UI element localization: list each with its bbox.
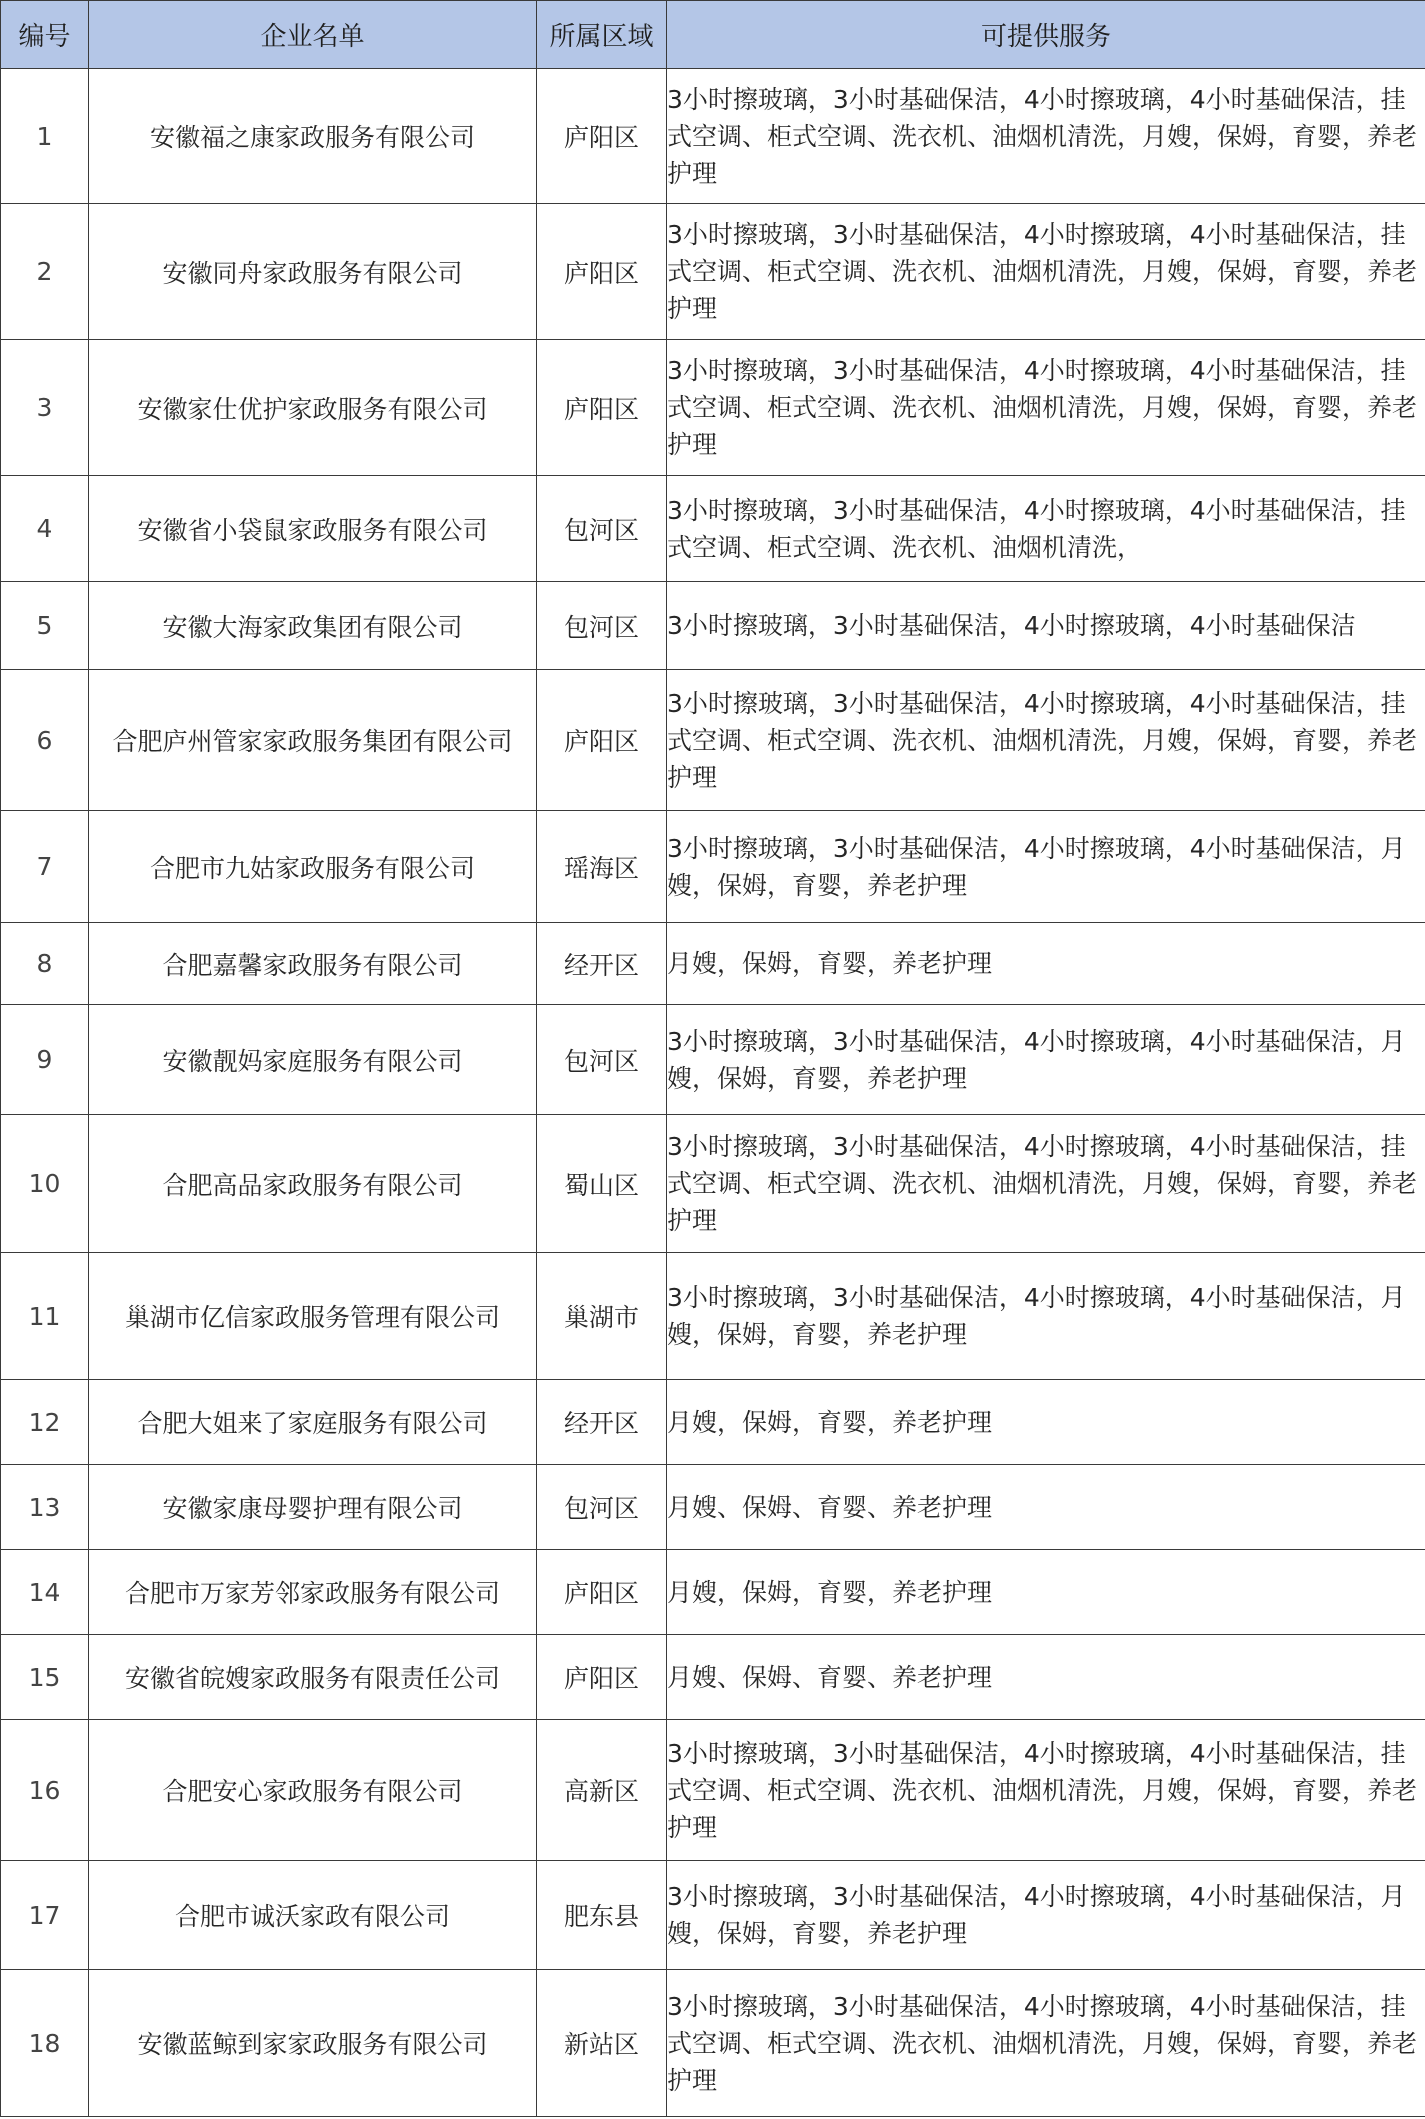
company-name: 巢湖市亿信家政服务管理有限公司 [89,1253,537,1380]
header-services: 可提供服务 [667,1,1425,69]
district: 庐阳区 [537,204,667,340]
district: 高新区 [537,1720,667,1861]
services: 3小时擦玻璃，3小时基础保洁，4小时擦玻璃，4小时基础保洁 [667,582,1425,670]
table-row [1,1861,1425,1970]
company-name: 安徽靓妈家庭服务有限公司 [89,1005,537,1115]
services: 月嫂，保姆，育婴，养老护理 [667,923,1425,1005]
services: 3小时擦玻璃，3小时基础保洁，4小时擦玻璃，4小时基础保洁，挂式空调、柜式空调、洗衣机、油烟机清洗，月嫂，保姆，育婴，养老护理 [667,204,1425,340]
row-number: 13 [1,1465,89,1550]
table-row [1,1380,1425,1465]
services: 3小时擦玻璃，3小时基础保洁，4小时擦玻璃，4小时基础保洁，挂式空调、柜式空调、洗衣机、油烟机清洗，月嫂，保姆，育婴，养老护理 [667,1115,1425,1253]
header-row [1,1,1425,69]
table-row [1,1550,1425,1635]
table-row [1,923,1425,1005]
row-number: 11 [1,1253,89,1380]
services: 3小时擦玻璃，3小时基础保洁，4小时擦玻璃，4小时基础保洁，月嫂，保姆，育婴，养老护理 [667,1005,1425,1115]
company-name: 合肥市万家芳邻家政服务有限公司 [89,1550,537,1635]
company-name: 安徽大海家政集团有限公司 [89,582,537,670]
district: 庐阳区 [537,1550,667,1635]
row-number: 9 [1,1005,89,1115]
row-number: 3 [1,340,89,476]
services: 月嫂、保姆、育婴、养老护理 [667,1635,1425,1720]
table-row [1,811,1425,923]
company-name: 合肥市诚沃家政有限公司 [89,1861,537,1970]
district: 包河区 [537,1465,667,1550]
table-row [1,476,1425,582]
row-number: 2 [1,204,89,340]
company-name: 合肥安心家政服务有限公司 [89,1720,537,1861]
district: 新站区 [537,1970,667,2117]
row-number: 8 [1,923,89,1005]
table-row [1,340,1425,476]
table-row [1,1253,1425,1380]
row-number: 12 [1,1380,89,1465]
district: 庐阳区 [537,340,667,476]
header-number: 编号 [1,1,89,69]
district: 包河区 [537,582,667,670]
company-name: 安徽家仕优护家政服务有限公司 [89,340,537,476]
district: 肥东县 [537,1861,667,1970]
services: 3小时擦玻璃，3小时基础保洁，4小时擦玻璃，4小时基础保洁，月嫂，保姆，育婴，养老护理 [667,1253,1425,1380]
services: 3小时擦玻璃，3小时基础保洁，4小时擦玻璃，4小时基础保洁，月嫂，保姆，育婴，养老护理 [667,1861,1425,1970]
row-number: 14 [1,1550,89,1635]
row-number: 5 [1,582,89,670]
table-row [1,1465,1425,1550]
table-row [1,582,1425,670]
company-name: 合肥高品家政服务有限公司 [89,1115,537,1253]
table-row [1,204,1425,340]
district: 瑶海区 [537,811,667,923]
header-company: 企业名单 [89,1,537,69]
services: 3小时擦玻璃，3小时基础保洁，4小时擦玻璃，4小时基础保洁，挂式空调、柜式空调、洗衣机、油烟机清洗， [667,476,1425,582]
company-name: 合肥大姐来了家庭服务有限公司 [89,1380,537,1465]
services: 3小时擦玻璃，3小时基础保洁，4小时擦玻璃，4小时基础保洁，挂式空调、柜式空调、洗衣机、油烟机清洗，月嫂，保姆，育婴，养老护理 [667,670,1425,811]
district: 包河区 [537,1005,667,1115]
district: 经开区 [537,923,667,1005]
district: 庐阳区 [537,670,667,811]
table-row [1,69,1425,204]
district: 庐阳区 [537,69,667,204]
company-name: 安徽省皖嫂家政服务有限责任公司 [89,1635,537,1720]
company-name: 合肥嘉馨家政服务有限公司 [89,923,537,1005]
row-number: 6 [1,670,89,811]
company-name: 安徽蓝鲸到家家政服务有限公司 [89,1970,537,2117]
services: 月嫂、保姆、育婴、养老护理 [667,1465,1425,1550]
services: 月嫂，保姆，育婴，养老护理 [667,1550,1425,1635]
row-number: 4 [1,476,89,582]
district: 巢湖市 [537,1253,667,1380]
company-name: 安徽同舟家政服务有限公司 [89,204,537,340]
company-name: 安徽福之康家政服务有限公司 [89,69,537,204]
row-number: 18 [1,1970,89,2117]
row-number: 7 [1,811,89,923]
district: 经开区 [537,1380,667,1465]
table-row [1,1720,1425,1861]
company-name: 合肥庐州管家家政服务集团有限公司 [89,670,537,811]
table-row [1,1635,1425,1720]
district: 包河区 [537,476,667,582]
services: 3小时擦玻璃，3小时基础保洁，4小时擦玻璃，4小时基础保洁，挂式空调、柜式空调、洗衣机、油烟机清洗，月嫂，保姆，育婴，养老护理 [667,1970,1425,2117]
row-number: 10 [1,1115,89,1253]
table-body [1,69,1425,2117]
services: 3小时擦玻璃，3小时基础保洁，4小时擦玻璃，4小时基础保洁，挂式空调、柜式空调、洗衣机、油烟机清洗，月嫂，保姆，育婴，养老护理 [667,69,1425,204]
table-row [1,1970,1425,2117]
row-number: 16 [1,1720,89,1861]
row-number: 1 [1,69,89,204]
company-name: 安徽家康母婴护理有限公司 [89,1465,537,1550]
company-name: 安徽省小袋鼠家政服务有限公司 [89,476,537,582]
table-row [1,670,1425,811]
header-district: 所属区域 [537,1,667,69]
table-row [1,1005,1425,1115]
services: 3小时擦玻璃，3小时基础保洁，4小时擦玻璃，4小时基础保洁，挂式空调、柜式空调、洗衣机、油烟机清洗，月嫂，保姆，育婴，养老护理 [667,340,1425,476]
table-row [1,1115,1425,1253]
row-number: 17 [1,1861,89,1970]
services: 月嫂，保姆，育婴，养老护理 [667,1380,1425,1465]
services: 3小时擦玻璃，3小时基础保洁，4小时擦玻璃，4小时基础保洁，挂式空调、柜式空调、洗衣机、油烟机清洗，月嫂，保姆，育婴，养老护理 [667,1720,1425,1861]
district: 庐阳区 [537,1635,667,1720]
row-number: 15 [1,1635,89,1720]
company-name: 合肥市九姑家政服务有限公司 [89,811,537,923]
services: 3小时擦玻璃，3小时基础保洁，4小时擦玻璃，4小时基础保洁，月嫂，保姆，育婴，养老护理 [667,811,1425,923]
district: 蜀山区 [537,1115,667,1253]
